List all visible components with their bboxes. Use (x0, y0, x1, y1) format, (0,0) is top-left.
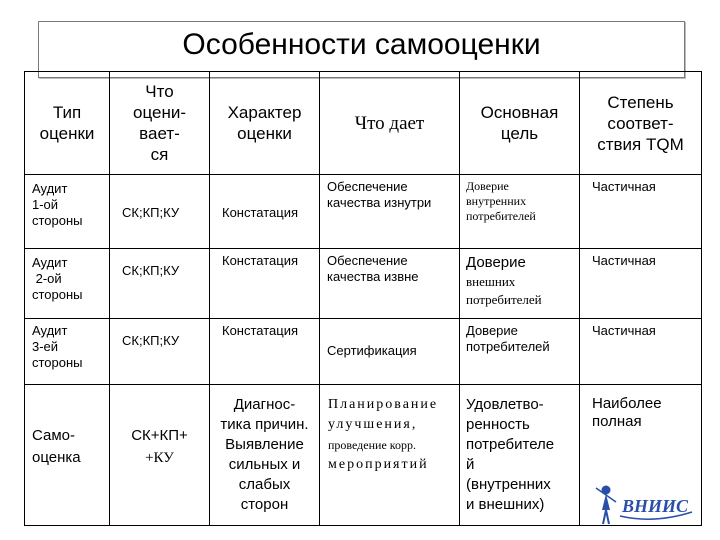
row4-character: Диагнос- тика причин. Выявление сильных и слабых сторон (210, 385, 320, 526)
header-type: Тип оценки (25, 72, 110, 175)
row3-goal: Доверие потребителей (460, 319, 580, 385)
row1-goal: Доверие внутренних потребителей (460, 175, 580, 249)
table-row (25, 175, 702, 249)
header-gives: Что дает (320, 72, 460, 175)
table-row (25, 319, 702, 385)
row2-type: Аудит 2-ой стороны (25, 249, 110, 319)
header-degree: Степень соответ- ствия TQM (580, 72, 702, 175)
row4-goal: Удовлетво- ренность потребителе й (внутренних и внешних) (460, 385, 580, 526)
row4-gives: Планирование улучшения, проведение корр. мероприятий (320, 385, 460, 526)
logo-text: ВНИИС (622, 496, 689, 516)
row4-what: СК+КП+ +КУ (110, 385, 210, 526)
row4-type: Само- оценка (25, 385, 110, 526)
row3-character: Констатация (210, 319, 320, 385)
row3-gives: Сертификация (320, 319, 460, 385)
table-row (25, 249, 702, 319)
row3-degree: Частичная (580, 319, 702, 385)
row1-gives: Обеспечение качества изнутри (320, 175, 460, 249)
header-goal: Основная цель (460, 72, 580, 175)
row2-degree: Частичная (580, 249, 702, 319)
row2-what: СК;КП;КУ (110, 249, 210, 319)
row3-type: Аудит 3-ей стороны (25, 319, 110, 385)
page-title: Особенности самооценки (182, 28, 541, 61)
header-what: Что оцени- вает- ся (110, 72, 210, 175)
row1-character: Констатация (210, 175, 320, 249)
row1-degree: Частичная (580, 175, 702, 249)
row3-what: СК;КП;КУ (110, 319, 210, 385)
header-character: Характер оценки (210, 72, 320, 175)
row2-goal: Доверие внешних потребителей (460, 249, 580, 319)
row1-what: СК;КП;КУ (110, 175, 210, 249)
title-box (38, 21, 685, 78)
vniis-logo (594, 482, 694, 526)
row4-degree: Наиболее полная (580, 385, 702, 526)
row1-type: Аудит 1-ой стороны (25, 175, 110, 249)
logo-figure-icon (596, 486, 616, 524)
self-assessment-table (24, 71, 702, 526)
row2-gives: Обеспечение качества извне (320, 249, 460, 319)
header-row (25, 72, 702, 175)
row2-character: Констатация (210, 249, 320, 319)
